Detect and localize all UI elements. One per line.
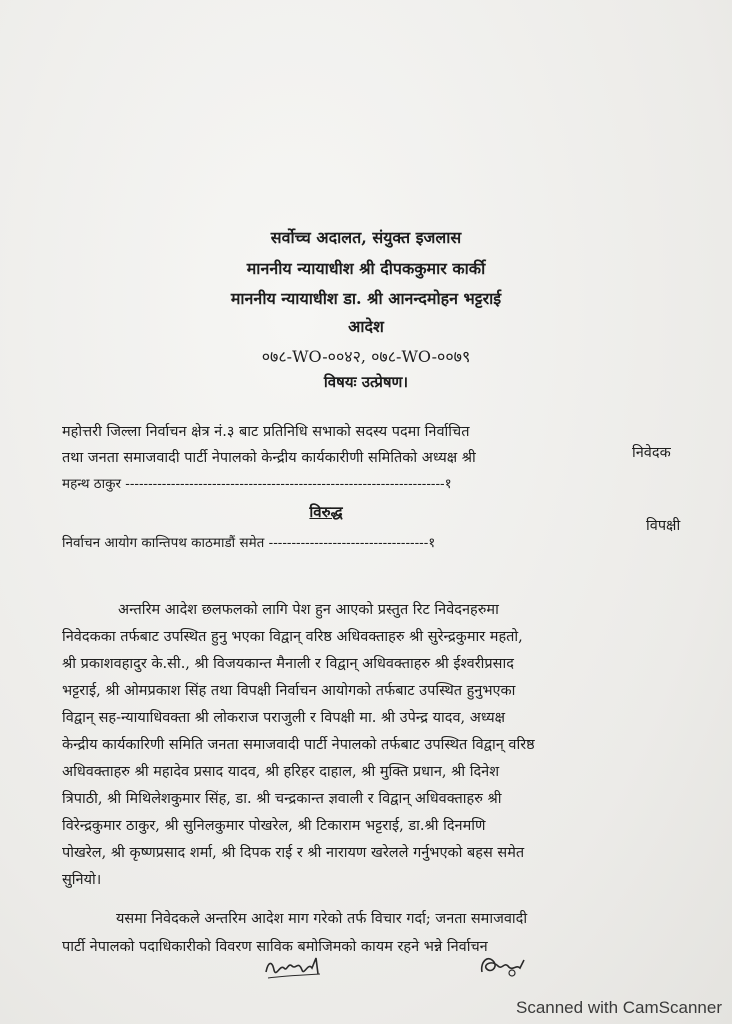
justice-2: माननीय न्यायाधीश डा. श्री आनन्दमोहन भट्टराई [230, 289, 502, 308]
versus-heading: विरुद्ध [309, 503, 343, 521]
subject-line: विषयः उत्प्रेषण। [323, 373, 409, 391]
para1-line-10: पोखरेल, श्री कृष्णप्रसाद शर्मा, श्री दिपक राई र श्री नारायण खरेलले गर्नुभएको बहस समेत [62, 845, 525, 861]
para1-line-7: अधिवक्ताहरु श्री महादेव प्रसाद यादव, श्री हरिहर दाहाल, श्री मुक्ति प्रधान, श्री दिनेश [62, 764, 500, 780]
para1-line-6: केन्द्रीय कार्यकारिणी समिति जनता समाजवादी पार्टी नेपालको तर्फबाट उपस्थित विद्वान् वरिष्ठ [62, 737, 535, 753]
respondent-role: विपक्षी [646, 518, 681, 534]
para1-line-2: निवेदकका तर्फबाट उपस्थित हुनु भएका विद्वान् वरिष्ठ अधिवक्ताहरु श्री सुरेन्द्रकुमार महतो, [62, 629, 523, 645]
petitioner-role: निवेदक [632, 445, 671, 461]
para1-line-8: त्रिपाठी, श्री मिथिलेशकुमार सिंह, डा. श्री चन्द्रकान्त ज्ञवाली र विद्वान् अधिवक्ताहरु श्री [62, 791, 502, 807]
para1-line-9: विरेन्द्रकुमार ठाकुर, श्री सुनिलकुमार पोखरेल, श्री टिकाराम भट्टराई, डा.श्री दिनमणि [62, 818, 486, 834]
para2-line-1: यसमा निवेदकले अन्तरिम आदेश माग गरेको तर्फ विचार गर्दा; जनता समाजवादी [116, 911, 528, 927]
petitioner-line-1: महोत्तरी जिल्ला निर्वाचन क्षेत्र नं.३ बाट प्रतिनिधि सभाको सदस्य पदमा निर्वाचित [62, 424, 470, 440]
camscanner-watermark: Scanned with CamScanner [515, 998, 722, 1017]
para1-line-3: श्री प्रकाशवहादुर के.सी., श्री विजयकान्त मैनाली र विद्वान् अधिवक्ताहरु श्री ईश्वरीप्रसाद [62, 656, 514, 672]
para1-line-1: अन्तरिम आदेश छलफलको लागि पेश हुन आएको प्रस्तुत रिट निवेदनहरुमा [118, 602, 499, 618]
justice-1: माननीय न्यायाधीश श्री दीपककुमार कार्की [246, 259, 486, 278]
para2-line-2: पार्टी नेपालको पदाधिकारीको विवरण साविक बमोजिमको कायम रहने भन्ने निर्वाचन [62, 939, 488, 955]
para1-line-11: सुनियो। [62, 872, 102, 888]
para1-line-4: भट्टराई, श्री ओमप्रकाश सिंह तथा विपक्षी निर्वाचन आयोगको तर्फबाट उपस्थित हुनुभएका [62, 683, 516, 699]
handwritten-signature-1 [262, 948, 332, 984]
petitioner-line-2: तथा जनता समाजवादी पार्टी नेपालको केन्द्रीय कार्यकारीणी समितिको अध्यक्ष श्री [62, 450, 476, 466]
respondent-line: निर्वाचन आयोग कान्तिपथ काठमाडौं समेत -----------------------------------१ [62, 535, 436, 551]
court-heading: सर्वोच्च अदालत, संयुक्त इजलास [270, 228, 462, 247]
petitioner-line-3: महन्थ ठाकुर ----------------------------------------------------------------------१ [62, 476, 452, 492]
order-title: आदेश [348, 317, 384, 336]
handwritten-signature-2 [476, 946, 530, 982]
para1-line-5: विद्वान् सह-न्यायाधिवक्ता श्री लोकराज पराजुली र विपक्षी मा. श्री उपेन्द्र यादव, अध्यक्ष [62, 710, 506, 726]
case-numbers: ०७८-WO-००४२, ०७८-WO-००७९ [261, 347, 471, 366]
